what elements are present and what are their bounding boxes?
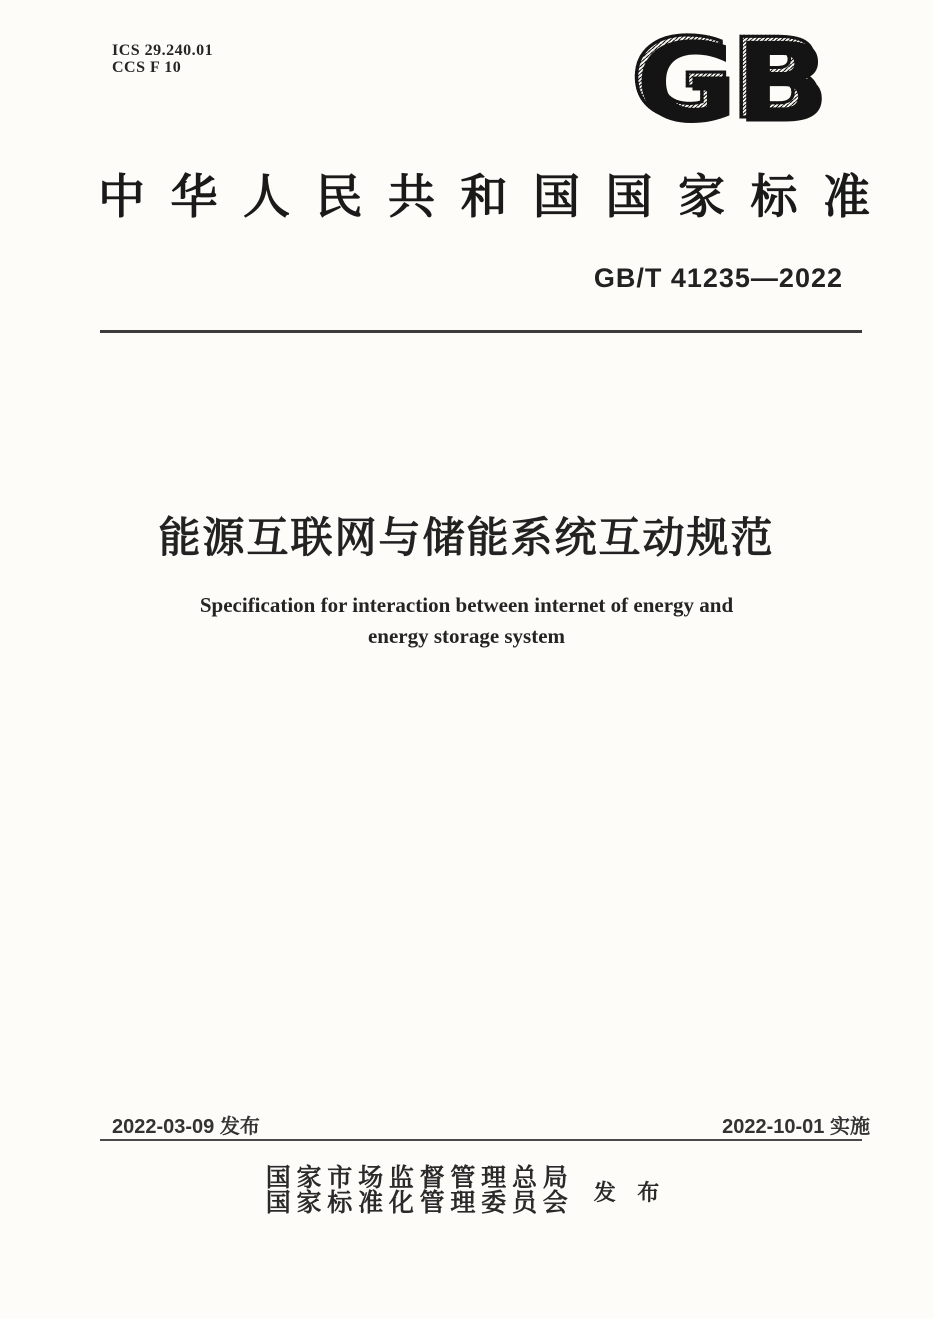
document-title-english-line2: energy storage system: [367, 624, 566, 648]
implementation-date: 2022-10-01 实施: [722, 1116, 870, 1138]
publisher-line1: 国家市场监督管理总局: [265, 1165, 568, 1192]
gb-logo-text: GB: [630, 14, 822, 144]
document-title-chinese: 能源互联网与储能系统互动规范: [158, 514, 775, 561]
document-title-english: [0, 590, 933, 652]
issue-label: 发 布: [593, 1179, 668, 1205]
gb-logo: [626, 14, 826, 144]
national-standard-heading: 中华人民共和国国家标准: [98, 172, 870, 224]
bottom-divider-rule: [100, 1139, 862, 1141]
publisher-line2: 国家标准化管理委员会: [265, 1190, 568, 1217]
classification-codes: [112, 42, 213, 76]
publisher-block: [0, 1166, 933, 1216]
ics-code: ICS 29.240.01: [112, 42, 214, 59]
standard-number: GB/T 41235—2022: [593, 263, 843, 293]
ccs-code: CCS F 10: [112, 59, 182, 76]
top-divider-rule: [100, 330, 862, 333]
issue-date: 2022-03-09 发布: [112, 1116, 260, 1138]
document-title-english-line1: Specification for interaction between internet of energy and: [199, 593, 734, 617]
publisher-names: [266, 1166, 568, 1216]
dates-row: [112, 1110, 870, 1139]
